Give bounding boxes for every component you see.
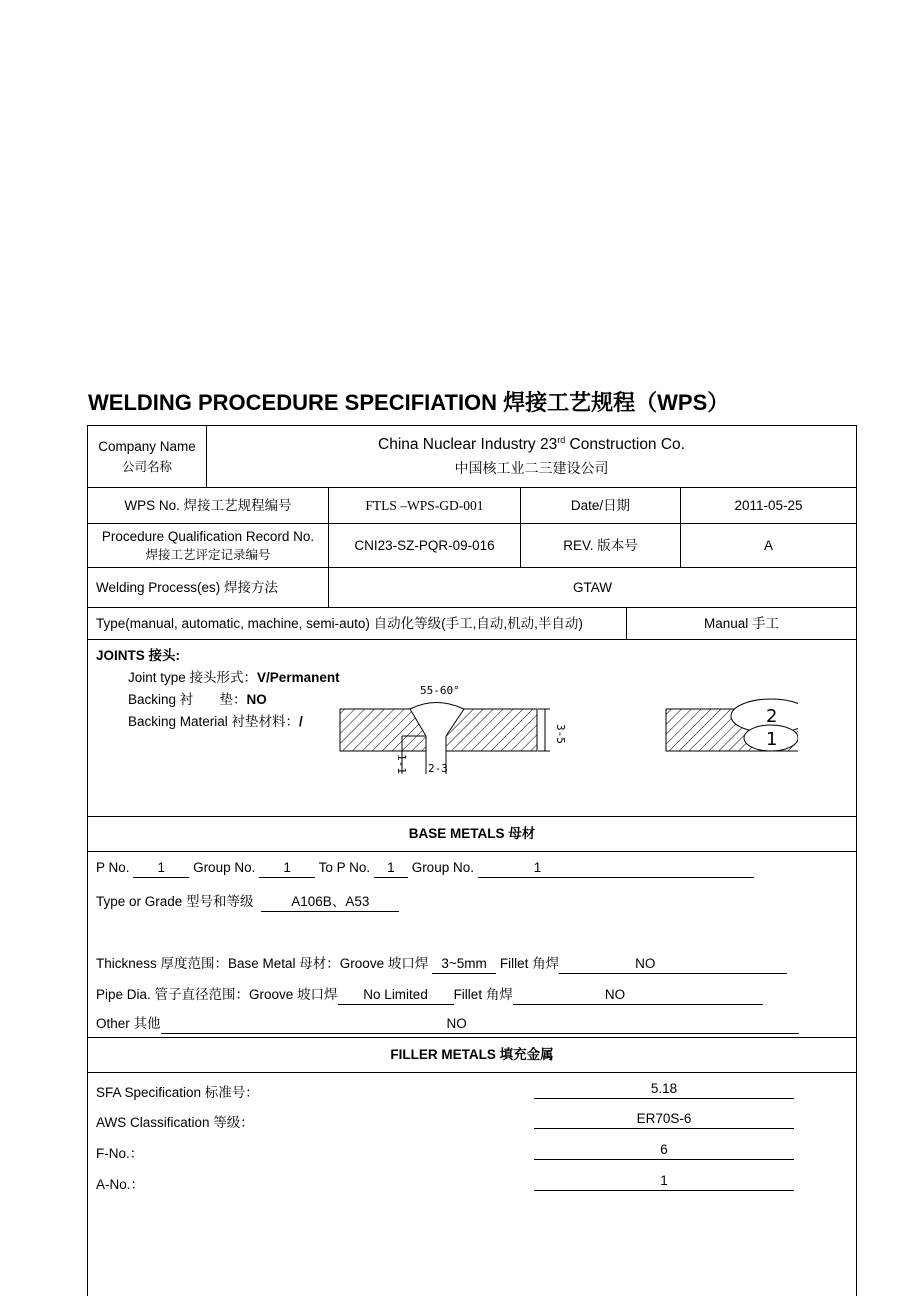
pqr-label-cn: 焊接工艺评定记录编号 [145,547,271,563]
joint-type-line [128,666,340,686]
company-name-value [207,426,856,487]
process-label: Welding Process(es) 焊接方法 [96,579,279,595]
root-face-label: 1-1 [395,754,408,774]
pass-1-label: 1 [766,729,778,750]
pqr-label [88,524,328,567]
thickness-label: Thickness 厚度范围：Base Metal 母材：Groove 坡口焊 [96,956,429,971]
to-group-no-value: 1 [533,860,542,875]
joints-heading: JOINTS 接头: [96,648,181,663]
to-p-no-label: To P No. [318,860,371,875]
date-value: 2011-05-25 [734,497,803,513]
joint-type-label: Joint type 接头形式： [128,670,258,685]
rev-value: A [763,537,773,553]
company-name-en [378,433,685,458]
date-label: Date/日期 [570,497,631,513]
thickness-groove-value: 3~5mm [432,956,496,974]
wps-no-label: WPS No. 焊接工艺规程编号 [124,497,292,513]
thickness-label: 3-5 [554,724,567,744]
backing-material-value: / [299,714,303,729]
a-no-value: 1 [534,1173,794,1191]
thickness-fillet-field [559,956,787,974]
right-plate [446,709,537,751]
joint-diagram [328,676,798,776]
company-name-en-tail: Construction Co. [565,435,685,453]
group-no-label: Group No. [193,860,256,875]
type-label: Type(manual, automatic, machine, semi-auto) 自动化等级(手工,自动,机动,半自动) [96,615,583,631]
type-grade-label: Type or Grade 型号和等级 [96,894,254,909]
pass-2-label: 2 [766,706,778,727]
backing-material-label: Backing Material 衬垫材料： [128,714,300,729]
company-label-en: Company Name [98,438,196,454]
pipe-dia-label: Pipe Dia. 管子直径范围：Groove 坡口焊 [96,987,338,1002]
company-name-sup: rd [557,434,566,445]
wps-form [87,425,857,1296]
p-no-line [96,860,754,878]
thickness-line [96,952,787,974]
weld-pass-section [666,699,798,751]
aws-class-value: ER70S-6 [534,1111,794,1129]
aws-class-label: AWS Classification 等级： [96,1115,254,1130]
type-grade-line [96,890,399,912]
company-name-en-main: China Nuclear Industry 23 [378,435,558,453]
process-value: GTAW [573,579,612,595]
root-gap-label: 2-3 [428,762,448,775]
groove-angle-arc [410,703,464,710]
filler-metals-heading: FILLER METALS 填充金属 [390,1047,554,1063]
to-group-no-label: Group No. [411,860,474,875]
wps-no-value: FTLS –WPS-GD-001 [365,497,484,513]
thickness-fillet-value: NO [635,956,656,971]
company-label-cn: 公司名称 [121,459,172,475]
a-no-label: A-No.： [96,1177,145,1192]
p-no-label: P No. [96,860,130,875]
row-divider [88,851,856,852]
group-no-value: 1 [259,860,315,878]
backing-label: Backing 衬 垫： [128,692,247,707]
pipe-dia-fillet-value: NO [604,987,626,1002]
other-line [96,1012,799,1034]
type-value: Manual 手工 [703,615,780,631]
other-value: NO [446,1016,467,1031]
to-p-no-value: 1 [374,860,408,878]
f-no-label: F-No.： [96,1146,144,1161]
other-field [161,1016,799,1034]
company-name-label [88,426,206,487]
f-no-value: 6 [534,1142,794,1160]
groove-joint-section [340,684,567,775]
other-label: Other 其他 [96,1016,161,1031]
pqr-value: CNI23-SZ-PQR-09-016 [354,537,495,553]
pipe-dia-line [96,983,763,1005]
type-grade-value: A106B、A53 [261,894,399,912]
p-no-value: 1 [133,860,189,878]
pipe-dia-groove-value: No Limited [338,987,454,1005]
row-divider [88,639,856,640]
document-title: WELDING PROCEDURE SPECIFIATION 焊接工艺规程（WPS） [88,390,730,415]
sfa-spec-label: SFA Specification 标准号： [96,1085,259,1100]
backing-value: NO [246,692,267,707]
left-plate [340,709,426,751]
backing-material-line [128,710,303,730]
groove-angle-label: 55-60° [420,684,460,697]
pipe-dia-fillet-label: Fillet 角焊 [453,987,513,1002]
rev-label: REV. 版本号 [563,537,638,553]
pipe-dia-fillet-field [513,987,763,1005]
thickness-fillet-label: Fillet 角焊 [499,956,560,971]
backing-line [128,688,267,708]
to-group-no-field [478,860,754,878]
row-divider [88,1072,856,1073]
sfa-spec-value: 5.18 [534,1081,794,1099]
company-name-cn: 中国核工业二三建设公司 [454,460,609,477]
pqr-label-en: Procedure Qualification Record No. [101,528,315,544]
joint-type-value: V/Permanent [257,670,340,685]
base-metals-heading: BASE METALS 母材 [408,826,536,842]
